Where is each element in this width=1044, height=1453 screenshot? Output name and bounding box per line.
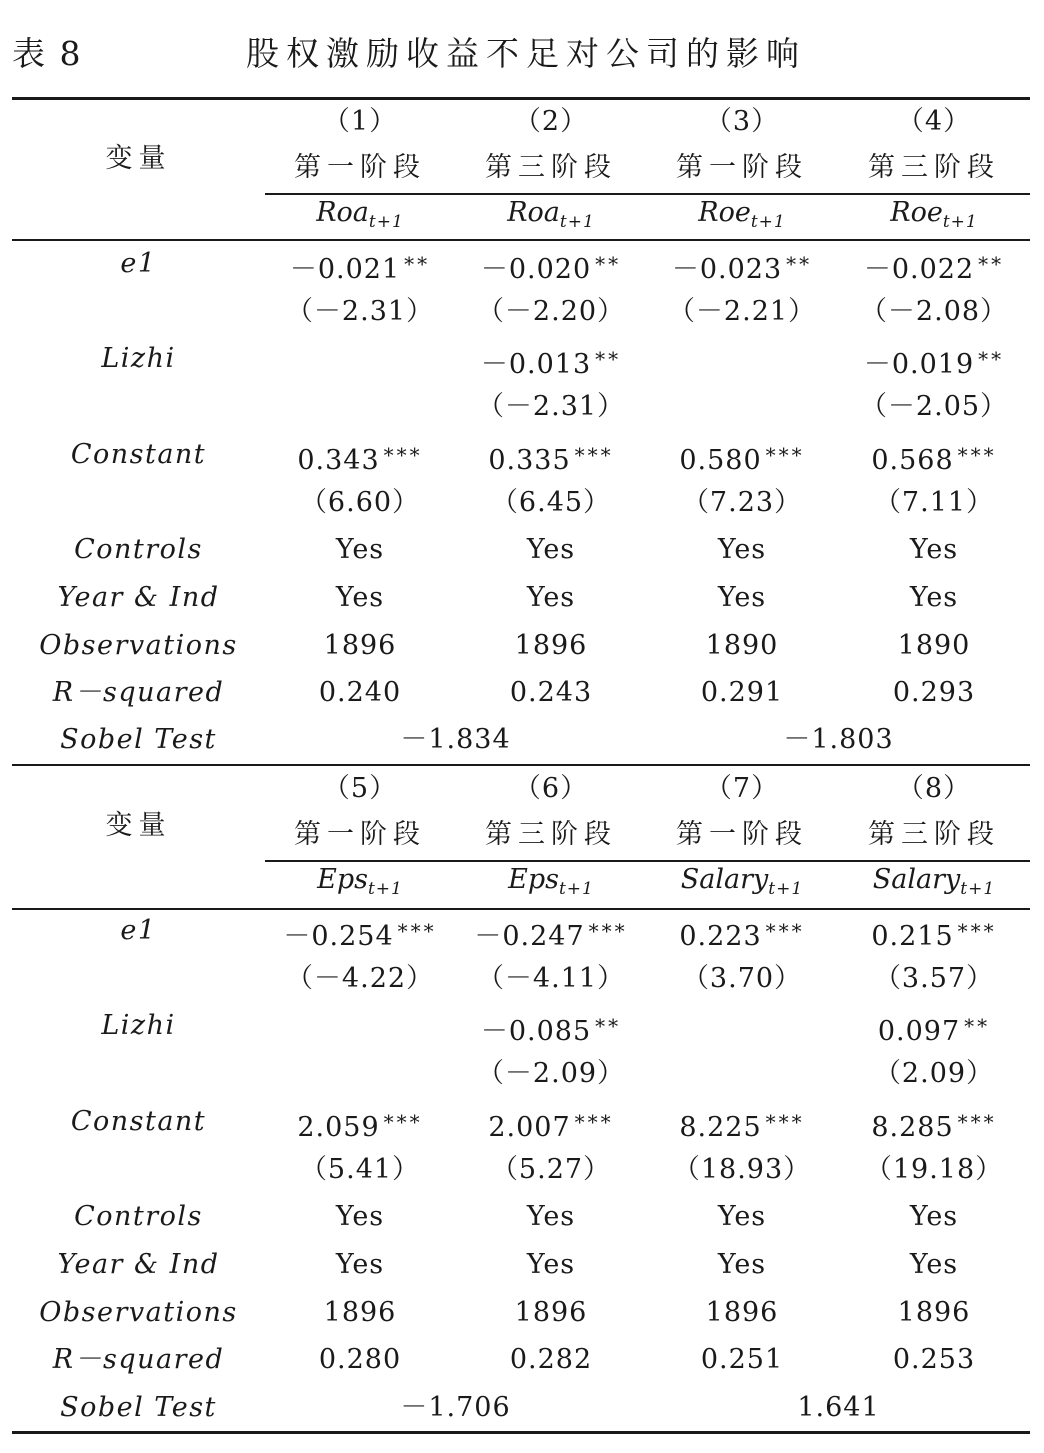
panel-2-cell: （5.41）	[299, 1153, 421, 1185]
panel-2-variable-header: 变量	[105, 810, 172, 841]
panel-1-cell: （6.60）	[299, 486, 421, 518]
panel-2-col-4-number: （8）	[896, 773, 972, 804]
panel-2-row-label: Constant	[70, 1105, 207, 1137]
significance-stars: **	[595, 252, 622, 276]
panel-2-cell: Yes	[717, 1201, 767, 1233]
panel-1-col-1-dependent-variable: Roa$_{t+1}$	[316, 197, 404, 232]
panel-2-cell: 0.282	[509, 1344, 593, 1376]
panel-1-cell: 1890	[705, 629, 779, 661]
panel-1-cell: Yes	[526, 534, 576, 566]
panel-2-row-label: R－squared	[52, 1344, 225, 1376]
panel-2-cell: －0.085 **	[480, 1014, 622, 1048]
panel-1-row-label: Year & Ind	[57, 581, 220, 613]
panel-1-cell: －0.022 **	[863, 252, 1005, 285]
panel-1-cell: －0.023 **	[671, 252, 813, 285]
panel-2-col-2-stage: 第三阶段	[485, 819, 617, 850]
panel-1-cell: 1896	[514, 629, 588, 661]
panel-1-row-label: Observations	[39, 629, 238, 661]
panel-1-cell: 0.240	[318, 677, 402, 709]
panel-1-cell: Yes	[909, 534, 959, 566]
significance-stars: ***	[957, 919, 997, 943]
panel-1-col-2-dependent-variable: Roa$_{t+1}$	[507, 197, 595, 232]
panel-2-cell: 0.223 ***	[679, 919, 805, 952]
panel-2-cell: Yes	[526, 1248, 576, 1280]
panel-1-cell: （－2.08）	[859, 295, 1009, 327]
panel-1-cell: （6.45）	[490, 486, 612, 518]
top-rule	[12, 97, 1030, 100]
panel-1-row-label: Lizhi	[101, 343, 176, 375]
panel-2-col-1-stage: 第一阶段	[294, 819, 426, 850]
panel-2-cell: 0.097 **	[877, 1014, 991, 1048]
panel-1-cell: （－2.31）	[285, 295, 435, 327]
panel-1-cell: （－2.05）	[859, 391, 1009, 423]
significance-stars: ***	[383, 442, 423, 467]
panel-2-cell: （5.27）	[490, 1153, 612, 1185]
panel-1-col-4-number: （4）	[896, 106, 972, 137]
panel-2-cell: Yes	[335, 1201, 385, 1233]
significance-stars: ***	[383, 1109, 423, 1134]
panel-2-cell: 2.059 ***	[297, 1109, 423, 1143]
panel-2-cell: （－4.11）	[476, 962, 626, 994]
panel-1-row-label: R－squared	[52, 677, 225, 709]
panel-2-cell: 0.215 ***	[871, 919, 997, 952]
panel-2-cell: （3.57）	[873, 962, 995, 994]
panel-1-cell: （7.11）	[873, 486, 995, 518]
panel-2-row-label: Lizhi	[101, 1010, 176, 1042]
significance-stars: ***	[574, 442, 614, 467]
table-number: 表 8	[12, 34, 83, 73]
table-caption	[12, 28, 1032, 76]
panel-1-cell: Yes	[909, 581, 959, 613]
panel-2-col-4-stage: 第三阶段	[868, 819, 1000, 850]
panel-2-header-subrule	[265, 860, 1030, 862]
panel-1-col-4-dependent-variable: Roe$_{t+1}$	[890, 197, 978, 232]
significance-stars: ***	[765, 1109, 805, 1134]
panel-1-cell: （－2.21）	[667, 295, 817, 327]
panel-1-cell: （－2.20）	[476, 295, 626, 327]
panel-2-row-label: Observations	[39, 1296, 238, 1328]
panel-1-cell: Yes	[335, 534, 385, 566]
panel-2-cell: （19.18）	[864, 1153, 1004, 1185]
panel-2-sobel-right: 1.641	[797, 1392, 880, 1423]
panel-2-cell: 0.251	[700, 1344, 784, 1376]
panel-1-row-label: e1	[120, 248, 157, 279]
panel-2-col-3-number: （7）	[704, 773, 780, 804]
panel-1-col-2-stage: 第三阶段	[485, 152, 617, 183]
panel-2-cell: （2.09）	[873, 1058, 995, 1090]
significance-stars: ***	[957, 442, 997, 467]
table-title: 股权激励收益不足对公司的影响	[246, 34, 806, 73]
significance-stars: ***	[397, 919, 437, 943]
panel-2-col-1-dependent-variable: Eps$_{t+1}$	[317, 864, 403, 899]
panel-1-cell: 0.291	[700, 677, 784, 709]
panel-1-row-label: Constant	[70, 438, 207, 470]
panel-2-row-label: Controls	[74, 1201, 203, 1233]
significance-stars: ***	[957, 1109, 997, 1134]
panel-1-sobel-right: －1.803	[783, 724, 894, 755]
panel-1-row-label: Controls	[74, 534, 203, 566]
panel-2-cell: （18.93）	[672, 1153, 812, 1185]
panel-1-cell: （7.23）	[681, 486, 803, 518]
significance-stars: ***	[765, 919, 805, 943]
panel-2-cell: Yes	[717, 1248, 767, 1280]
significance-stars: **	[786, 252, 813, 276]
significance-stars: ***	[588, 919, 628, 943]
panel-2-cell: 2.007 ***	[488, 1109, 614, 1143]
significance-stars: **	[978, 347, 1005, 372]
panel-1-col-1-number: （1）	[322, 106, 398, 137]
panel-2-cell: 8.285 ***	[871, 1109, 997, 1143]
panel-2-row-label: Year & Ind	[57, 1248, 220, 1280]
panel-2-col-4-dependent-variable: Salary$_{t+1}$	[872, 864, 996, 899]
panel-2-col-3-stage: 第一阶段	[676, 819, 808, 850]
panel-1-sobel-left: －1.834	[400, 724, 511, 755]
panel-2-cell: Yes	[909, 1248, 959, 1280]
panel-separator-rule	[12, 764, 1030, 766]
panel-1-cell: Yes	[335, 581, 385, 613]
panel-2-sobel-label: Sobel Test	[60, 1392, 217, 1423]
panel-1-cell: Yes	[717, 581, 767, 613]
panel-1-cell: －0.019 **	[863, 347, 1005, 381]
panel-1-col-3-dependent-variable: Roe$_{t+1}$	[698, 197, 786, 232]
panel-1-col-1-stage: 第一阶段	[294, 152, 426, 183]
panel-1-col-3-number: （3）	[704, 106, 780, 137]
panel-2-cell: 1896	[705, 1296, 779, 1328]
panel-1-cell: Yes	[717, 534, 767, 566]
panel-2-sobel-left: －1.706	[400, 1392, 511, 1423]
panel-1-variable-header: 变量	[105, 143, 172, 174]
panel-2-col-2-number: （6）	[513, 773, 589, 804]
panel-2-cell: Yes	[526, 1201, 576, 1233]
bottom-rule	[12, 1431, 1030, 1434]
panel-1-cell: （－2.31）	[476, 391, 626, 423]
panel-1-col-2-number: （2）	[513, 106, 589, 137]
significance-stars: **	[404, 252, 431, 276]
panel-2-col-1-number: （5）	[322, 773, 398, 804]
panel-2-header-rule	[12, 908, 1030, 910]
panel-1-header-rule	[12, 239, 1030, 241]
panel-2-row-label: e1	[120, 915, 157, 946]
panel-1-cell: 0.293	[892, 677, 976, 709]
panel-1-header-subrule	[265, 193, 1030, 195]
panel-2-cell: －0.247 ***	[474, 919, 628, 952]
panel-2-cell: 0.253	[892, 1344, 976, 1376]
panel-2-cell: －0.254 ***	[283, 919, 437, 952]
panel-2-cell: 1896	[897, 1296, 971, 1328]
panel-1-col-4-stage: 第三阶段	[868, 152, 1000, 183]
panel-1-cell: 0.343 ***	[297, 442, 423, 476]
significance-stars: **	[595, 347, 622, 372]
significance-stars: **	[595, 1014, 622, 1039]
panel-1-col-3-stage: 第一阶段	[676, 152, 808, 183]
panel-1-cell: －0.013 **	[480, 347, 622, 381]
panel-2-cell: 0.280	[318, 1344, 402, 1376]
significance-stars: **	[978, 252, 1005, 276]
panel-1-cell: 0.580 ***	[679, 442, 805, 476]
panel-2-cell: 1896	[514, 1296, 588, 1328]
panel-1-cell: 1890	[897, 629, 971, 661]
panel-1-cell: 0.243	[509, 677, 593, 709]
panel-1-sobel-label: Sobel Test	[60, 724, 217, 755]
panel-2-cell: （－2.09）	[476, 1058, 626, 1090]
panel-2-col-2-dependent-variable: Eps$_{t+1}$	[508, 864, 594, 899]
panel-1-cell: 0.335 ***	[488, 442, 614, 476]
panel-2-col-3-dependent-variable: Salary$_{t+1}$	[680, 864, 804, 899]
significance-stars: ***	[574, 1109, 614, 1134]
panel-1-cell: 0.568 ***	[871, 442, 997, 476]
panel-2-cell: （－4.22）	[285, 962, 435, 994]
significance-stars: **	[964, 1014, 991, 1039]
significance-stars: ***	[765, 442, 805, 467]
panel-1-cell: 1896	[323, 629, 397, 661]
panel-2-cell: Yes	[335, 1248, 385, 1280]
panel-1-cell: －0.021 **	[289, 252, 431, 285]
panel-2-cell: Yes	[909, 1201, 959, 1233]
panel-2-cell: 8.225 ***	[679, 1109, 805, 1143]
panel-1-cell: －0.020 **	[480, 252, 622, 285]
panel-2-cell: 1896	[323, 1296, 397, 1328]
panel-2-cell: （3.70）	[681, 962, 803, 994]
panel-1-cell: Yes	[526, 581, 576, 613]
